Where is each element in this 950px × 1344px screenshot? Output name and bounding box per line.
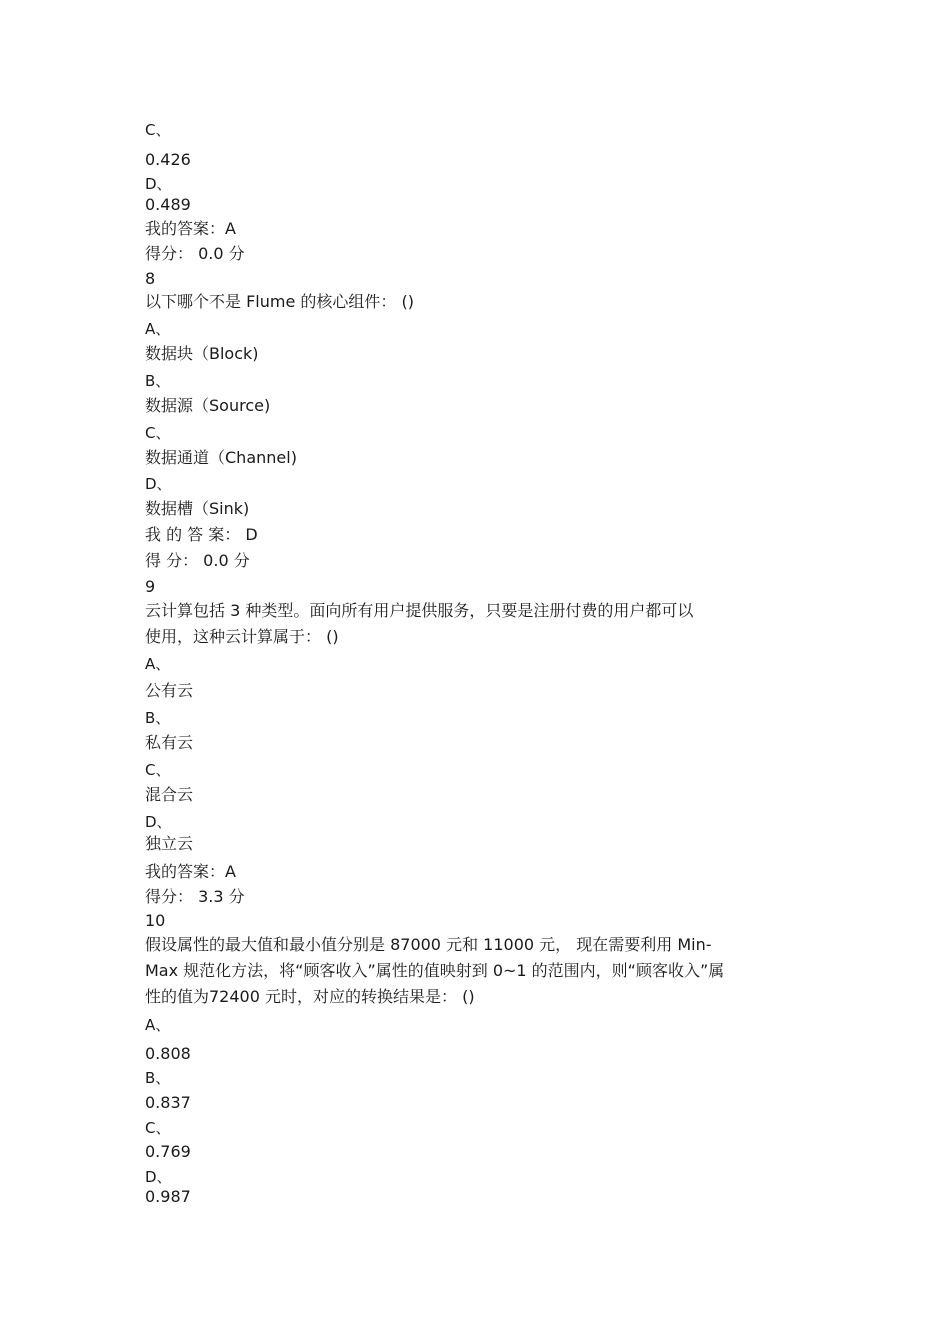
option-value: 0.489 [145, 195, 191, 214]
option-text: 独立云 [145, 834, 194, 853]
option-label: B、 [145, 1069, 171, 1087]
question-number: 9 [145, 577, 156, 596]
my-answer: 我的答案：A [145, 219, 236, 238]
option-text: 数据槽（Sink) [145, 499, 250, 518]
option-value: 0.837 [145, 1093, 191, 1112]
option-label: D、 [145, 475, 172, 493]
score: 得分： 0.0 分 [145, 244, 245, 263]
option-label: C、 [145, 121, 171, 139]
score: 得分： 3.3 分 [145, 887, 245, 906]
option-text: 数据通道（Channel) [145, 448, 297, 467]
option-value: 0.426 [145, 150, 191, 169]
option-label: A、 [145, 320, 171, 338]
question-text-line: 使用，这种云计算属于： () [145, 627, 339, 646]
option-label: D、 [145, 1168, 172, 1186]
option-label: C、 [145, 1119, 171, 1137]
question-text-line: Max 规范化方法，将“顾客收入”属性的值映射到 0~1 的范围内，则“顾客收入”属 [145, 961, 725, 980]
option-text: 数据源（Source) [145, 396, 271, 415]
option-label: B、 [145, 372, 171, 390]
question-text: 以下哪个不是 Flume 的核心组件： () [145, 292, 414, 311]
my-answer: 我 的 答 案： D [145, 525, 258, 544]
score: 得 分： 0.0 分 [145, 551, 250, 570]
question-text-line: 性的值为72400 元时，对应的转换结果是： () [145, 987, 475, 1006]
option-text: 私有云 [145, 733, 194, 752]
question-text-line: 假设属性的最大值和最小值分别是 87000 元和 11000 元， 现在需要利用 Min- [145, 935, 712, 954]
question-number: 10 [145, 911, 166, 930]
option-label: B、 [145, 709, 171, 727]
option-text: 公有云 [145, 681, 194, 700]
my-answer: 我的答案：A [145, 862, 236, 881]
option-label: C、 [145, 424, 171, 442]
option-value: 0.987 [145, 1187, 191, 1206]
option-label: D、 [145, 175, 172, 193]
option-text: 混合云 [145, 785, 194, 804]
option-text: 数据块（Block) [145, 344, 259, 363]
question-number: 8 [145, 269, 156, 288]
option-label: D、 [145, 813, 172, 831]
option-value: 0.808 [145, 1044, 191, 1063]
option-label: C、 [145, 761, 171, 779]
option-label: A、 [145, 655, 171, 673]
option-value: 0.769 [145, 1142, 191, 1161]
option-label: A、 [145, 1016, 171, 1034]
question-text-line: 云计算包括 3 种类型。面向所有用户提供服务，只要是注册付费的用户都可以 [145, 601, 694, 620]
